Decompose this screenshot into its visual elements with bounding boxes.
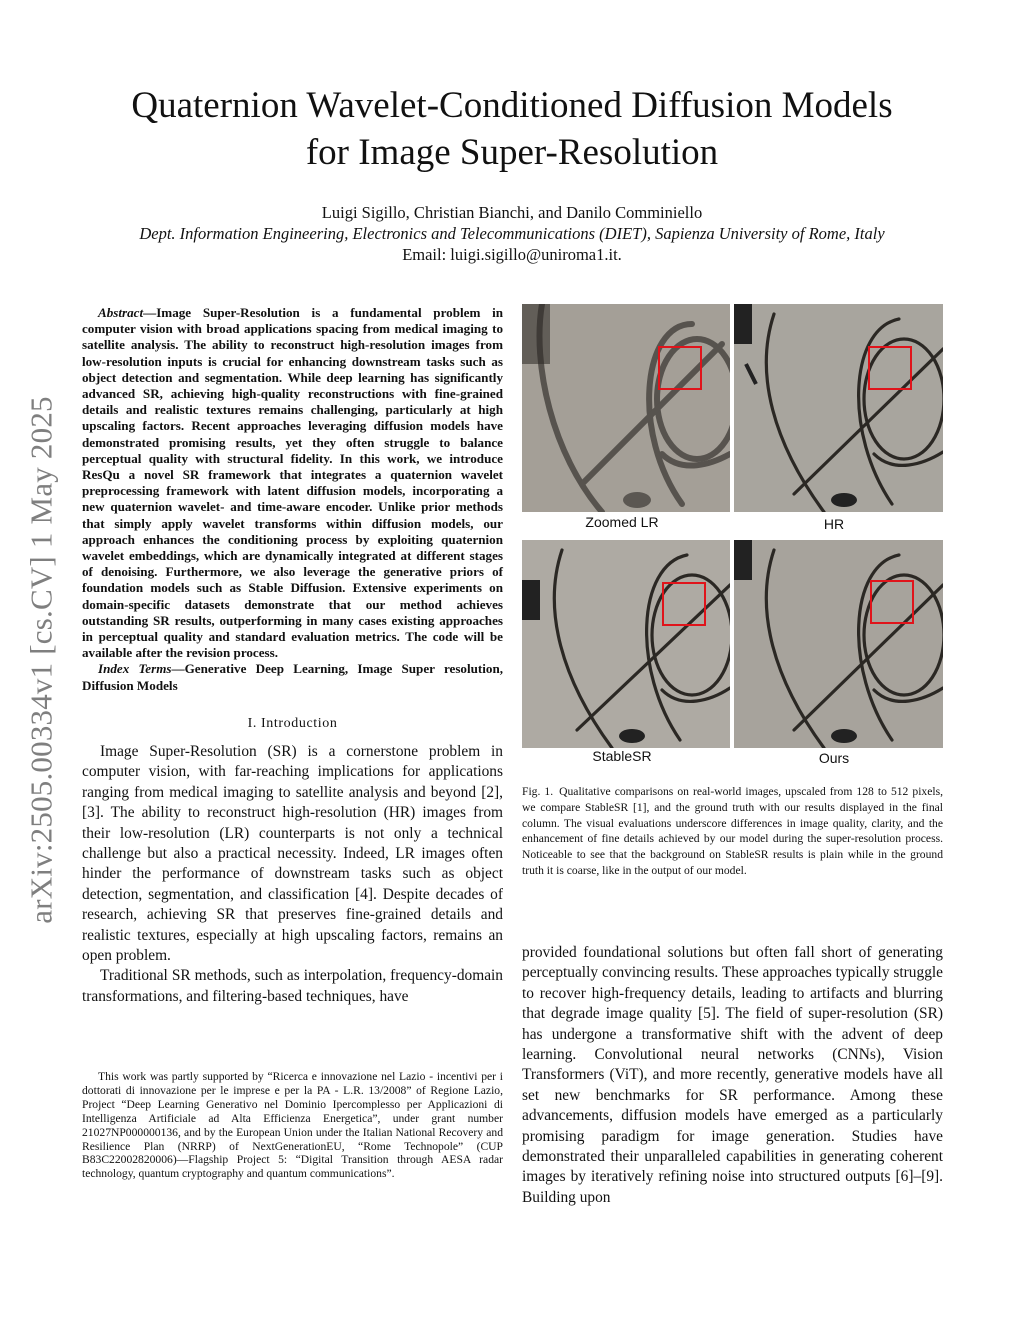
index-terms — [82, 661, 503, 693]
affiliation: Dept. Information Engineering, Electronics and Telecommunications (DIET), Sapienza University of Rome, Italy — [139, 224, 885, 243]
zoom-box — [870, 580, 914, 624]
abstract — [82, 305, 503, 661]
figure-caption — [522, 784, 943, 879]
figure-label-hr: HR — [823, 516, 845, 532]
abstract-label: Abstract — [98, 305, 144, 320]
abstract-text: —Image Super-Resolution is a fundamental problem in computer vision with broad applications spacing from medical imaging to satellite analysis. The ability to reconstruct high-resolution images from low-resolution inputs is crucial for enhancing downstream tasks such as object detection and segmentation. While deep learning has significantly advanced SR, achieving high-quality reconstructions with fine-grained details and realistic textures remains challenging, particularly at high upscaling factors. Recent approaches leveraging diffusion models have demonstrated promising results, yet they often struggle to balance perceptual quality with structural fidelity. In this work, we introduce ResQu a novel SR framework that integrates a quaternion wavelet preprocessing framework with latent diffusion models, incorporating a new quaternion wavelet- and time-aware encoder. Unlike prior methods that simply apply wavelet transforms within diffusion models, our approach enhances the conditioning process by exploiting quaternion wavelet embeddings, which are dynamically integrated at different stages of denoising. Furthermore, we also leverage the generative priors of foundation models such as Stable Diffusion. Extensive experiments on domain-specific datasets demonstrate that our method achieves outstanding SR results, outperforming in many cases existing approaches in perceptual quality and standard evaluation metrics. The code will be available after the revision process. — [82, 305, 503, 661]
zoom-box — [662, 582, 706, 626]
figure-caption-tag: Fig. 1. — [522, 785, 554, 798]
figure-panel-stablesr — [522, 540, 730, 748]
figure-label-zoomed-lr: Zoomed LR — [585, 514, 659, 530]
figure-label-stablesr: StableSR — [592, 748, 652, 764]
title-line-2: for Image Super-Resolution — [305, 132, 719, 173]
sketch-image-ours — [734, 540, 943, 748]
figure-1 — [522, 300, 943, 770]
figure-panel-ours — [734, 540, 943, 748]
contact-email: Email: luigi.sigillo@uniroma1.it. — [402, 245, 622, 264]
figure-panel-hr — [734, 304, 943, 512]
index-terms-text: —Generative Deep Learning, Image Super resolution, Diffusion Models — [82, 661, 503, 693]
sketch-image-blurry — [522, 304, 730, 512]
title-line-1: Quaternion Wavelet-Conditioned Diffusion Models — [131, 85, 893, 126]
zoom-box — [658, 346, 702, 390]
author-names: Luigi Sigillo, Christian Bianchi, and Danilo Comminiello — [321, 203, 703, 222]
right-column — [522, 300, 943, 879]
zoom-box — [868, 346, 912, 390]
left-column — [82, 305, 503, 1007]
arxiv-stamp-text: arXiv:2505.00334v1 [cs.CV] 1 May 2025 — [24, 396, 60, 924]
sketch-image-stablesr — [522, 540, 730, 748]
intro-paragraph-1: Image Super-Resolution (SR) is a cornerstone problem in computer vision, with far-reaching implications for applications ranging from medical imaging to satellite analysis and beyond [2], [3]. The ability to reconstruct high-resolution (HR) images from their low-resolution (LR) counterparts is not only a technical challenge but also a practical necessity. Indeed, LR images often hinder the performance of downstream tasks such as object detection, segmentation, and classification [4]. Despite decades of research, achieving SR that preserves fine-grained details and realistic textures, especially at high upscaling factors, remains an open problem. — [82, 742, 503, 964]
figure-label-ours: Ours — [818, 750, 850, 766]
intro-paragraph-continued: provided foundational solutions but often fall short of generating perceptually convincing results. These approaches typically struggle to recover high-frequency details, leading to artifacts and blurring that degrade image quality [5]. The field of super-resolution (SR) has undergone a transformative shift with the advent of deep learning. Convolutional neural networks (CNNs), Vision Transformers (ViT), and more recently, generative models have all set new benchmarks for SR performance. Among these advancements, diffusion models have emerged as a particularly promising paradigm for image generation. Studies have demonstrated their unparalleled capabilities in generating coherent images by iteratively refining noise into structured outputs [6]–[9]. Building upon — [522, 944, 943, 1206]
index-terms-label: Index Terms — [98, 661, 172, 677]
arxiv-stamp — [18, 360, 66, 960]
figure-caption-text: Qualitative comparisons on real-world images, upscaled from 128 to 512 pixels, we compare StableSR [1], and the ground truth with our results displayed in the final column. The visual evaluations underscore differences in image quality, clarity, and the enhancement of fine details achieved by our model during the super-resolution process. Noticeable to see that the background on StableSR results is plain while in the ground truth it is coarse, like in the output of our model. — [522, 785, 943, 877]
sketch-image-hr — [734, 304, 943, 512]
right-body — [522, 943, 943, 1208]
intro-paragraph-2: Traditional SR methods, such as interpolation, frequency-domain transformations, and filtering-based techniques, have — [82, 967, 503, 1005]
funding-footnote: This work was partly supported by “Ricerca e innovazione nel Lazio - incentivi per i dottorati di innovazione per le imprese e per la PA - L.R. 13/2008” of Regione Lazio, Project “Deep Learning Generativo nel Dominio Ipercomplesso per Applicazioni di Intelligenza Artificiale ad Alta Efficienza Energetica”, under grant number 21027NP000000136, and by the European Union under the Italian National Recovery and Resilience Plan (NRRP) of NextGenerationEU, “Rome Technopole” (CUP B83C22002820006)—Flagship Project 5: “Digital Transition through AESA radar technology, quantum cryptography and quantum communications”. — [82, 1070, 503, 1181]
section-heading-introduction: I. Introduction — [247, 715, 338, 731]
figure-panel-zoomed-lr — [522, 304, 730, 512]
author-block — [60, 202, 964, 265]
paper-title — [60, 82, 964, 176]
